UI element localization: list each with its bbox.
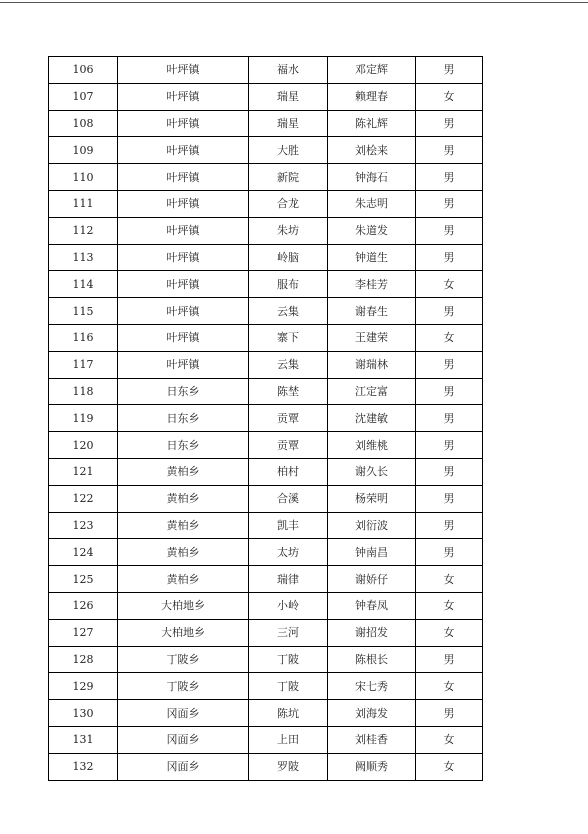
gender-cell: 女 xyxy=(416,673,483,700)
row-number-cell: 108 xyxy=(49,110,118,137)
town-cell: 日东乡 xyxy=(118,405,249,432)
gender-cell: 女 xyxy=(416,592,483,619)
person-name-cell: 王建荣 xyxy=(328,324,416,351)
village-cell: 丁陂 xyxy=(249,673,328,700)
gender-cell: 男 xyxy=(416,432,483,459)
village-cell: 合溪 xyxy=(249,485,328,512)
village-cell: 合龙 xyxy=(249,190,328,217)
table-row xyxy=(49,726,483,753)
row-number-cell: 115 xyxy=(49,298,118,325)
table-row xyxy=(49,432,483,459)
table-row xyxy=(49,351,483,378)
person-name-cell: 朱志明 xyxy=(328,190,416,217)
town-cell: 冈面乡 xyxy=(118,700,249,727)
town-cell: 叶坪镇 xyxy=(118,351,249,378)
village-cell: 服布 xyxy=(249,271,328,298)
person-name-cell: 刘海发 xyxy=(328,700,416,727)
village-cell: 云集 xyxy=(249,298,328,325)
table-row xyxy=(49,137,483,164)
town-cell: 叶坪镇 xyxy=(118,57,249,84)
person-name-cell: 谢春生 xyxy=(328,298,416,325)
village-cell: 贡覃 xyxy=(249,432,328,459)
village-cell: 太坊 xyxy=(249,539,328,566)
village-cell: 瑞律 xyxy=(249,566,328,593)
person-name-cell: 邓定辉 xyxy=(328,57,416,84)
table-row xyxy=(49,458,483,485)
table-row xyxy=(49,324,483,351)
row-number-cell: 114 xyxy=(49,271,118,298)
village-cell: 罗陂 xyxy=(249,753,328,780)
table-row xyxy=(49,753,483,780)
village-cell: 贡覃 xyxy=(249,405,328,432)
page-top-rule xyxy=(0,2,588,3)
gender-cell: 男 xyxy=(416,646,483,673)
person-name-cell: 钟道生 xyxy=(328,244,416,271)
person-name-cell: 刘桧来 xyxy=(328,137,416,164)
town-cell: 叶坪镇 xyxy=(118,217,249,244)
town-cell: 叶坪镇 xyxy=(118,164,249,191)
gender-cell: 男 xyxy=(416,700,483,727)
table-row xyxy=(49,700,483,727)
town-cell: 黄柏乡 xyxy=(118,512,249,539)
table-row xyxy=(49,244,483,271)
person-name-cell: 陈根长 xyxy=(328,646,416,673)
town-cell: 冈面乡 xyxy=(118,726,249,753)
row-number-cell: 119 xyxy=(49,405,118,432)
row-number-cell: 123 xyxy=(49,512,118,539)
gender-cell: 男 xyxy=(416,351,483,378)
village-cell: 云集 xyxy=(249,351,328,378)
row-number-cell: 126 xyxy=(49,592,118,619)
table-row xyxy=(49,673,483,700)
table-row xyxy=(49,271,483,298)
table-row xyxy=(49,405,483,432)
gender-cell: 男 xyxy=(416,485,483,512)
gender-cell: 女 xyxy=(416,83,483,110)
row-number-cell: 130 xyxy=(49,700,118,727)
gender-cell: 男 xyxy=(416,512,483,539)
row-number-cell: 118 xyxy=(49,378,118,405)
town-cell: 冈面乡 xyxy=(118,753,249,780)
row-number-cell: 124 xyxy=(49,539,118,566)
town-cell: 叶坪镇 xyxy=(118,137,249,164)
table-row xyxy=(49,110,483,137)
person-name-cell: 刘衍波 xyxy=(328,512,416,539)
village-cell: 柏村 xyxy=(249,458,328,485)
town-cell: 叶坪镇 xyxy=(118,324,249,351)
town-cell: 丁陂乡 xyxy=(118,673,249,700)
person-name-cell: 钟南昌 xyxy=(328,539,416,566)
town-cell: 日东乡 xyxy=(118,432,249,459)
row-number-cell: 113 xyxy=(49,244,118,271)
town-cell: 大柏地乡 xyxy=(118,619,249,646)
town-cell: 叶坪镇 xyxy=(118,244,249,271)
table-row xyxy=(49,619,483,646)
row-number-cell: 106 xyxy=(49,57,118,84)
row-number-cell: 112 xyxy=(49,217,118,244)
table-row xyxy=(49,539,483,566)
table-row xyxy=(49,592,483,619)
village-cell: 上田 xyxy=(249,726,328,753)
roster-table-body xyxy=(49,57,483,781)
person-name-cell: 谢娇仔 xyxy=(328,566,416,593)
village-cell: 朱坊 xyxy=(249,217,328,244)
row-number-cell: 132 xyxy=(49,753,118,780)
gender-cell: 男 xyxy=(416,244,483,271)
row-number-cell: 131 xyxy=(49,726,118,753)
person-name-cell: 谢招发 xyxy=(328,619,416,646)
person-name-cell: 陈礼辉 xyxy=(328,110,416,137)
table-row xyxy=(49,485,483,512)
roster-table xyxy=(48,56,483,781)
row-number-cell: 122 xyxy=(49,485,118,512)
gender-cell: 男 xyxy=(416,110,483,137)
town-cell: 大柏地乡 xyxy=(118,592,249,619)
village-cell: 瑞星 xyxy=(249,110,328,137)
village-cell: 小岭 xyxy=(249,592,328,619)
row-number-cell: 116 xyxy=(49,324,118,351)
town-cell: 叶坪镇 xyxy=(118,110,249,137)
town-cell: 叶坪镇 xyxy=(118,190,249,217)
village-cell: 陈坑 xyxy=(249,700,328,727)
table-row xyxy=(49,217,483,244)
person-name-cell: 钟春凤 xyxy=(328,592,416,619)
row-number-cell: 117 xyxy=(49,351,118,378)
row-number-cell: 107 xyxy=(49,83,118,110)
village-cell: 凯丰 xyxy=(249,512,328,539)
person-name-cell: 刘维桃 xyxy=(328,432,416,459)
row-number-cell: 127 xyxy=(49,619,118,646)
village-cell: 寨下 xyxy=(249,324,328,351)
table-row xyxy=(49,57,483,84)
gender-cell: 男 xyxy=(416,378,483,405)
town-cell: 黄柏乡 xyxy=(118,458,249,485)
person-name-cell: 沈建敏 xyxy=(328,405,416,432)
town-cell: 丁陂乡 xyxy=(118,646,249,673)
gender-cell: 女 xyxy=(416,726,483,753)
gender-cell: 男 xyxy=(416,217,483,244)
village-cell: 新院 xyxy=(249,164,328,191)
person-name-cell: 赖理春 xyxy=(328,83,416,110)
gender-cell: 女 xyxy=(416,619,483,646)
gender-cell: 女 xyxy=(416,753,483,780)
town-cell: 叶坪镇 xyxy=(118,271,249,298)
person-name-cell: 朱道发 xyxy=(328,217,416,244)
town-cell: 日东乡 xyxy=(118,378,249,405)
gender-cell: 女 xyxy=(416,271,483,298)
person-name-cell: 刘桂香 xyxy=(328,726,416,753)
gender-cell: 女 xyxy=(416,566,483,593)
town-cell: 黄柏乡 xyxy=(118,485,249,512)
gender-cell: 女 xyxy=(416,324,483,351)
village-cell: 岭脑 xyxy=(249,244,328,271)
table-row xyxy=(49,378,483,405)
table-row xyxy=(49,298,483,325)
person-name-cell: 宋七秀 xyxy=(328,673,416,700)
person-name-cell: 李桂芳 xyxy=(328,271,416,298)
table-row xyxy=(49,646,483,673)
village-cell: 三河 xyxy=(249,619,328,646)
gender-cell: 男 xyxy=(416,190,483,217)
person-name-cell: 阙顺秀 xyxy=(328,753,416,780)
row-number-cell: 109 xyxy=(49,137,118,164)
row-number-cell: 111 xyxy=(49,190,118,217)
person-name-cell: 杨荣明 xyxy=(328,485,416,512)
person-name-cell: 谢瑞林 xyxy=(328,351,416,378)
row-number-cell: 121 xyxy=(49,458,118,485)
gender-cell: 男 xyxy=(416,539,483,566)
gender-cell: 男 xyxy=(416,57,483,84)
person-name-cell: 江定富 xyxy=(328,378,416,405)
gender-cell: 男 xyxy=(416,164,483,191)
town-cell: 叶坪镇 xyxy=(118,83,249,110)
row-number-cell: 129 xyxy=(49,673,118,700)
gender-cell: 男 xyxy=(416,405,483,432)
table-row xyxy=(49,164,483,191)
village-cell: 瑞星 xyxy=(249,83,328,110)
row-number-cell: 128 xyxy=(49,646,118,673)
table-row xyxy=(49,512,483,539)
gender-cell: 男 xyxy=(416,458,483,485)
row-number-cell: 120 xyxy=(49,432,118,459)
person-name-cell: 钟海石 xyxy=(328,164,416,191)
table-row xyxy=(49,83,483,110)
town-cell: 黄柏乡 xyxy=(118,539,249,566)
row-number-cell: 110 xyxy=(49,164,118,191)
village-cell: 大胜 xyxy=(249,137,328,164)
row-number-cell: 125 xyxy=(49,566,118,593)
table-row xyxy=(49,566,483,593)
gender-cell: 男 xyxy=(416,298,483,325)
village-cell: 丁陂 xyxy=(249,646,328,673)
gender-cell: 男 xyxy=(416,137,483,164)
town-cell: 叶坪镇 xyxy=(118,298,249,325)
village-cell: 福水 xyxy=(249,57,328,84)
town-cell: 黄柏乡 xyxy=(118,566,249,593)
village-cell: 陈埜 xyxy=(249,378,328,405)
person-name-cell: 谢久长 xyxy=(328,458,416,485)
table-row xyxy=(49,190,483,217)
